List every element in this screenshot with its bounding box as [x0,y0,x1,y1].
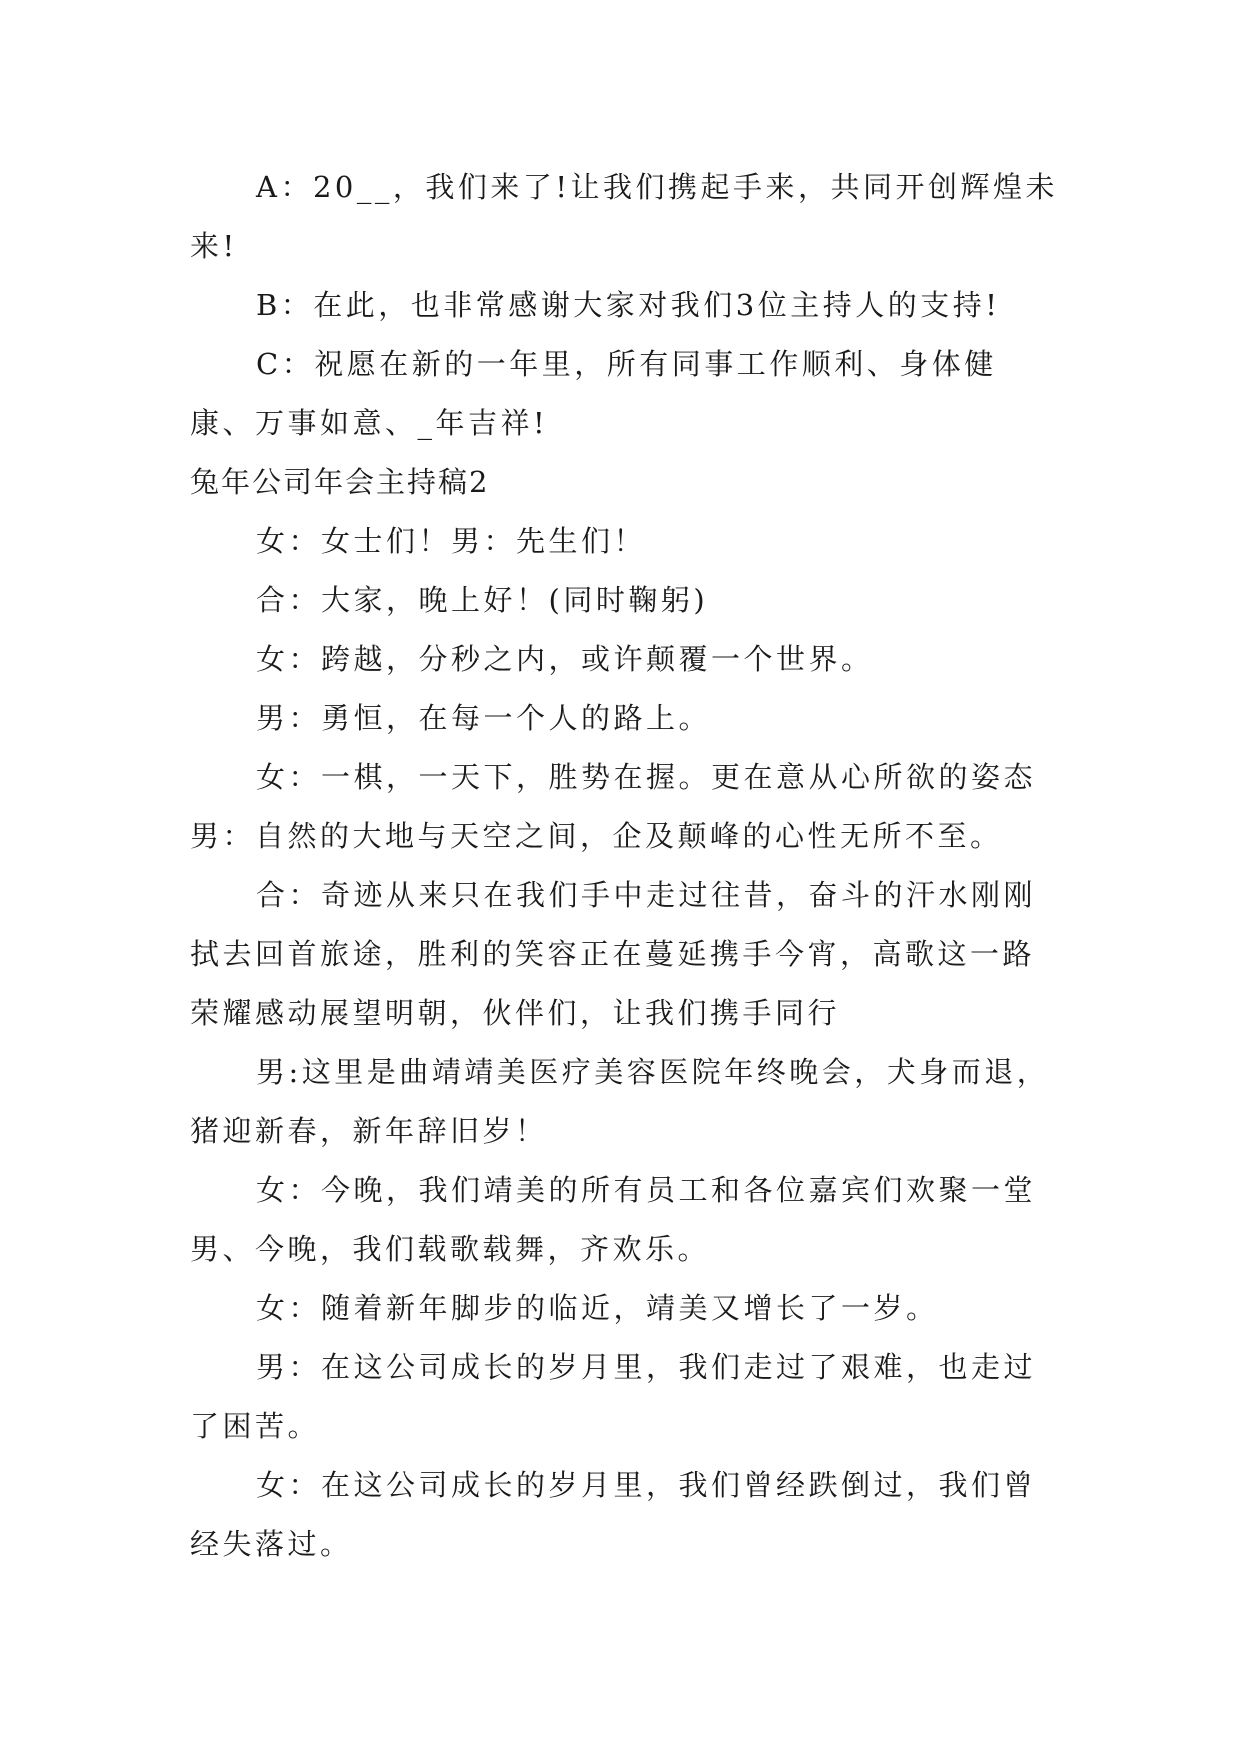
paragraph: 男：勇恒，在每一个人的路上。 [256,701,712,735]
paragraph: 男：自然的大地与天空之间，企及颠峰的心性无所不至。 [190,819,1003,853]
paragraph: C：祝愿在新的一年里，所有同事工作顺利、身体健康、万事如意、_年吉祥! [190,347,997,440]
paragraph: 合：奇迹从来只在我们手中走过往昔，奋斗的汗水刚刚拭去回首旅途，胜利的笑容正在蔓延携手今宵，高歌这一路荣耀感动展望明朝，伙伴们，让我们携手同行 [190,878,1037,1030]
document-page [190,158,1060,1574]
paragraph: A：20__，我们来了!让我们携起手来，共同开创辉煌未来! [190,170,1058,263]
paragraph: 女：今晚，我们靖美的所有员工和各位嘉宾们欢聚一堂 [256,1173,1037,1207]
paragraph: 合：大家，晚上好！(同时鞠躬) [256,583,709,617]
paragraph: 男、今晚，我们载歌载舞，齐欢乐。 [190,1232,711,1266]
paragraph: 女：跨越，分秒之内，或许颠覆一个世界。 [256,642,874,676]
paragraph: 女：女士们！男：先生们！ [256,524,647,558]
paragraph: 男：在这公司成长的岁月里，我们走过了艰难，也走过了困苦。 [190,1350,1037,1443]
paragraph: B：在此，也非常感谢大家对我们3位主持人的支持! [256,288,1001,322]
paragraph: 女：随着新年脚步的临近，靖美又增长了一岁。 [256,1291,939,1325]
paragraph: 女：在这公司成长的岁月里，我们曾经跌倒过，我们曾经失落过。 [190,1468,1037,1561]
paragraph: 女：一棋，一天下，胜势在握。更在意从心所欲的姿态 [256,760,1037,794]
paragraph: 男:这里是曲靖靖美医疗美容医院年终晚会，犬身而退，猪迎新春，新年辞旧岁！ [190,1055,1050,1148]
section-heading: 兔年公司年会主持稿2 [190,465,490,499]
